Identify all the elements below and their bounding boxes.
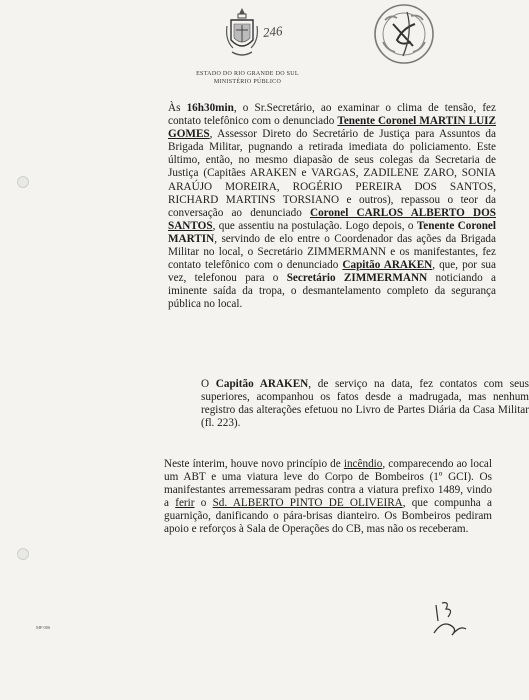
punch-hole xyxy=(17,176,29,188)
paragraph-1: Às 16h30min, o Sr.Secretário, ao examinar o clima de tensão, fez contato telefônico com o denunciado Tenente Coronel MARTIN LUIZ GOMES, Assessor Direto do Secretário de Justiça para Assuntos da Brigada Militar, pugnando a retirada imediata do policiamento. Este último, então, no mesmo diapasão de seus colegas da Secretaria de Justiça (Capitães ARAKEN e VARGAS, ZADILENE ZARO, SONIA ARAÚJO MOREIRA, ROGÉRIO PEREIRA DOS SANTOS, RICHARD MARTINS TORSIANO e outros), repassou o teor da conversação ao denunciado Coronel CARLOS ALBERTO DOS SANTOS, que assentiu na postulação. Logo depois, o Tenente Coronel MARTIN, servindo de elo entre o Coordenador das ações da Brigada Militar no local, o Secretário ZIMMERMANN e os manifestantes, fez contato telefônico com o denunciado Capitão ARAKEN, que, por sua vez, telefonou para o Secretário ZIMMERMANN noticiando a iminente saída da tropa, o desmantelamento completo da segurança pública no local. xyxy=(168,102,497,311)
document-header xyxy=(0,70,495,86)
paragraph-3: Neste ínterim, houve novo princípio de incêndio, comparecendo ao local um ABT e uma viatura leve do Corpo de Bombeiros (1º GCI). Os manifestantes arremessaram pedras contra a viatura prefixo 1489, vindo a ferir o Sd. ALBERTO PINTO DE OLIVEIRA, que compunha a guarnição, danificando o pára-brisas dianteiro. Os Bombeiros pediram apoio e reforços à Sala de Operações do CB, mas não os receberam. xyxy=(164,458,492,536)
form-code: MP 006 xyxy=(36,625,51,630)
paragraph-2: O Capitão ARAKEN, de serviço na data, fez contatos com seus superiores, acompanhou os fatos desde a madrugada, mas nenhum registro das alterações efetuou no Livro de Partes Diária da Casa Militar (fl. 223). xyxy=(201,378,529,430)
handwritten-page-number: 246 xyxy=(262,23,284,40)
official-stamp-icon xyxy=(363,2,445,66)
header-state: ESTADO DO RIO GRANDE DO SUL xyxy=(196,71,299,77)
state-coat-of-arms-icon xyxy=(223,6,261,64)
handwritten-initials-signature xyxy=(430,595,470,640)
punch-hole xyxy=(17,548,29,560)
header-ministry: MINISTÉRIO PÚBLICO xyxy=(213,79,282,85)
